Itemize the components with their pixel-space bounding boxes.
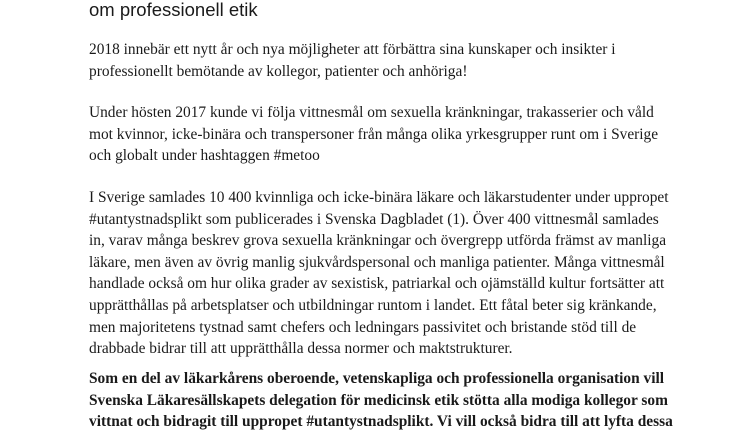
paragraph-intro — [89, 39, 729, 82]
paragraph-line: men majoritetens tystnad samt chefers och ledningars passivitet och bristande stöd till de — [89, 318, 637, 336]
paragraph-line: in, varav många beskrev grova sexuella kränkningar och övergrepp utförda främst av manliga — [89, 232, 667, 250]
paragraph-metoo — [89, 102, 729, 167]
paragraph-line: upprätthållas på arbetsplatser och utbildningar runtom i landet. Ett fåtal beter sig kränkande, — [89, 296, 657, 314]
paragraph-line: #utantystnadsplikt som publicerades i Svenska Dagbladet (1). Över 400 vittnesmål samlades — [89, 210, 659, 228]
paragraph-line: läkare, men även av övrig manlig sjukvårdspersonal och manliga patienter. Många vittnesmål — [89, 253, 665, 271]
paragraph-utantystnadsplikt — [89, 187, 729, 360]
paragraph-line: vittnat och bidragit till uppropet #utantystnadsplikt. Vi vill också bidra till att lyfta dessa — [89, 413, 673, 431]
paragraph-line: handlade också om hur olika grader av sexistisk, patriarkal och ojämställd kultur fortsätter att — [89, 275, 665, 293]
paragraph-line: mot kvinnor, icke-binära och transpersoner från många olika yrkesgrupper runt om i Sverige — [89, 125, 659, 143]
paragraph-line: Under hösten 2017 kunde vi följa vittnesmål om sexuella kränkningar, trakasserier och våld — [89, 104, 654, 121]
document-heading: om professionell etik — [89, 0, 258, 20]
paragraph-line: professionellt bemötande av kollegor, patienter och anhöriga! — [89, 62, 468, 80]
paragraph-line: 2018 innebär ett nytt år och nya möjligheter att förbättra sina kunskaper och insikter i — [89, 41, 616, 58]
paragraph-line: Som en del av läkarkårens oberoende, vetenskapliga och professionella organisation vill — [89, 370, 665, 387]
paragraph-line: och globalt under hashtaggen #metoo — [89, 147, 320, 165]
paragraph-line: Svenska Läkaresällskapets delegation för medicinsk etik stötta alla modiga kollegor som — [89, 391, 668, 409]
paragraph-line: drabbade bidrar till att upprätthålla dessa normer och maktstrukturer. — [89, 340, 513, 358]
paragraph-line: I Sverige samlades 10 400 kvinnliga och icke-binära läkare och läkarstudenter under uppropet — [89, 189, 669, 206]
paragraph-delegation-statement — [89, 368, 729, 433]
